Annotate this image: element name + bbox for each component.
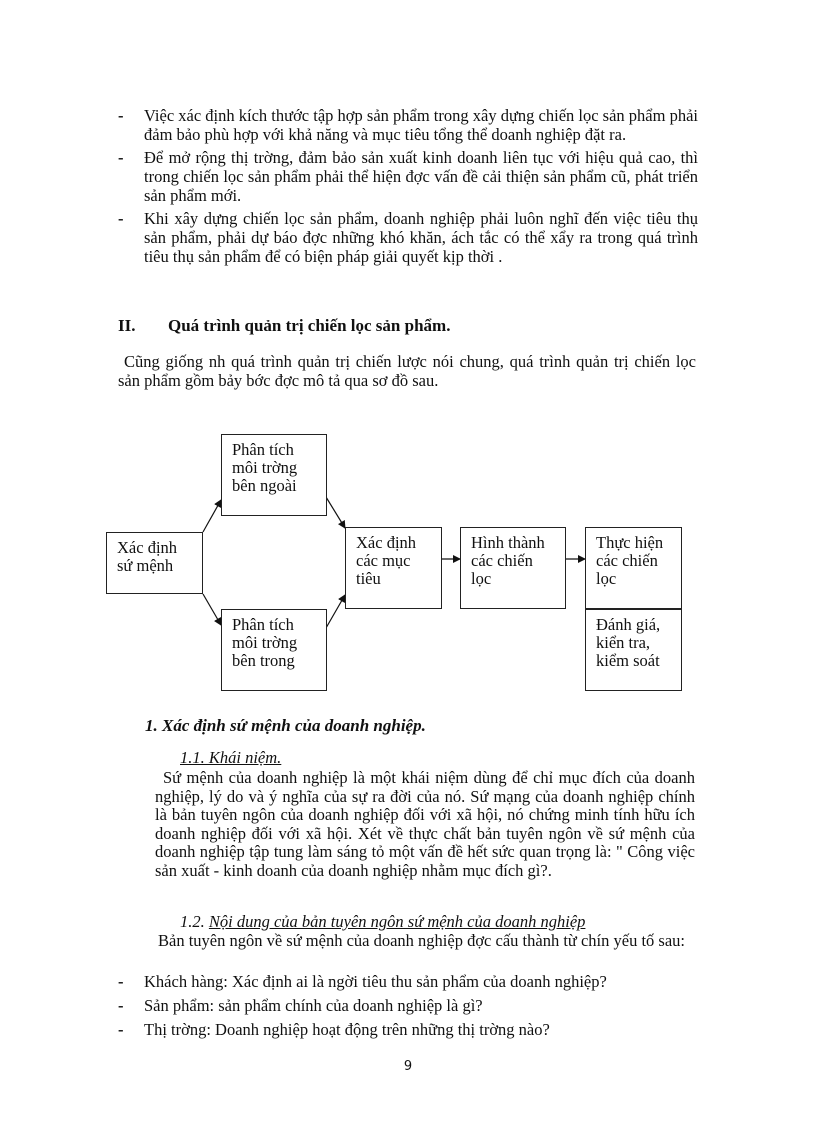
bullet-dash: - bbox=[118, 209, 124, 228]
arrow-mission-external bbox=[203, 500, 221, 532]
subsection-1-1-title: 1.1. Khái niệm. bbox=[180, 748, 282, 767]
box-mission: Xác định sứ mệnh bbox=[106, 532, 203, 594]
page-number: 9 bbox=[403, 1059, 413, 1074]
list-item: - Khi xây dựng chiến lọc sản phẩm, doanh nghiệp phải luôn nghĩ đến việc tiêu thụ sản phẩm, phải dự báo đợc những khó khăn, ách tắc có thể xẩy ra trong quá trình tiêu thụ sản phẩm để có biện pháp giải quyết kịp thời . bbox=[118, 209, 698, 266]
list-item: - Để mở rộng thị trờng, đảm bảo sản xuất kinh doanh liên tục với hiệu quả cao, thì trong chiến lọc sản phẩm phải thể hiện đợc vấn đề cải thiện sản phẩm cũ, phát triển sản phẩm mới. bbox=[118, 148, 698, 205]
arrow-external-objectives bbox=[326, 497, 345, 528]
bullet-dash: - bbox=[118, 106, 124, 125]
box-objectives: Xác định các mục tiêu bbox=[345, 527, 442, 609]
box-internal-analysis: Phân tích môi trờng bên trong bbox=[221, 609, 327, 691]
list-item: - Việc xác định kích thước tập hợp sản phẩm trong xây dựng chiến lọc sản phẩm phải đảm bảo phù hợp với khả năng và mục tiêu tổng thể doanh nghiệp đặt ra. bbox=[118, 106, 698, 144]
arrow-mission-internal bbox=[203, 594, 221, 625]
bullet-dash: - bbox=[118, 1020, 124, 1039]
box-implementation: Thực hiện các chiến lọc bbox=[585, 527, 682, 609]
subsection-title: 1. Xác định sứ mệnh của doanh nghiệp. bbox=[145, 716, 426, 735]
box-strategies: Hình thành các chiến lọc bbox=[460, 527, 566, 609]
mission-elements-list bbox=[118, 972, 698, 1044]
arrow-internal-objectives bbox=[326, 595, 345, 628]
mission-content-paragraph: Bản tuyên ngôn về sứ mệnh của doanh nghiệp đợc cấu thành từ chín yếu tố sau: bbox=[158, 931, 685, 950]
mission-definition-paragraph: Sứ mệnh của doanh nghiệp là một khái niệm dùng để chỉ mục đích của doanh nghiệp, lý do và ý nghĩa của sự ra đời của nó. Sứ mạng của doanh nghiệp chính là bản tuyên ngôn của doanh nghiệp đối với xã hội, nó chứng minh tính hữu ích doanh nghiệp đối với xã hội. Xét về thực chất bản tuyên ngôn về sứ mệnh của doanh nghiệp tập tung làm sáng tỏ một vấn đề hết sức quan trọng là: " Công việc sản xuất - kinh doanh của doanh nghiệp nhằm mục đích gì?. bbox=[155, 768, 695, 880]
box-external-analysis: Phân tích môi trờng bên ngoài bbox=[221, 434, 327, 516]
list-item: - Khách hàng: Xác định ai là ngời tiêu thu sản phẩm của doanh nghiệp? bbox=[118, 972, 607, 991]
section-heading: II. Quá trình quản trị chiến lọc sản phẩm. bbox=[118, 316, 451, 335]
bullet-dash: - bbox=[118, 996, 124, 1015]
bullet-dash: - bbox=[118, 148, 124, 167]
list-item: - Sản phẩm: sản phẩm chính của doanh nghiệp là gì? bbox=[118, 996, 483, 1015]
list-item: - Thị trờng: Doanh nghiệp hoạt động trên những thị trờng nào? bbox=[118, 1020, 550, 1039]
bullet-dash: - bbox=[118, 972, 124, 991]
subsection-1-2-title: 1.2. Nội dung của bản tuyên ngôn sứ mệnh của doanh nghiệp bbox=[180, 912, 586, 931]
section-intro: Cũng giống nh quá trình quản trị chiến lược nói chung, quá trình quản trị chiến lọc sản phẩm gồm bảy bớc đợc mô tả qua sơ đồ sau. bbox=[118, 352, 696, 390]
box-evaluation: Đánh giá, kiển tra, kiểm soát bbox=[585, 609, 682, 691]
